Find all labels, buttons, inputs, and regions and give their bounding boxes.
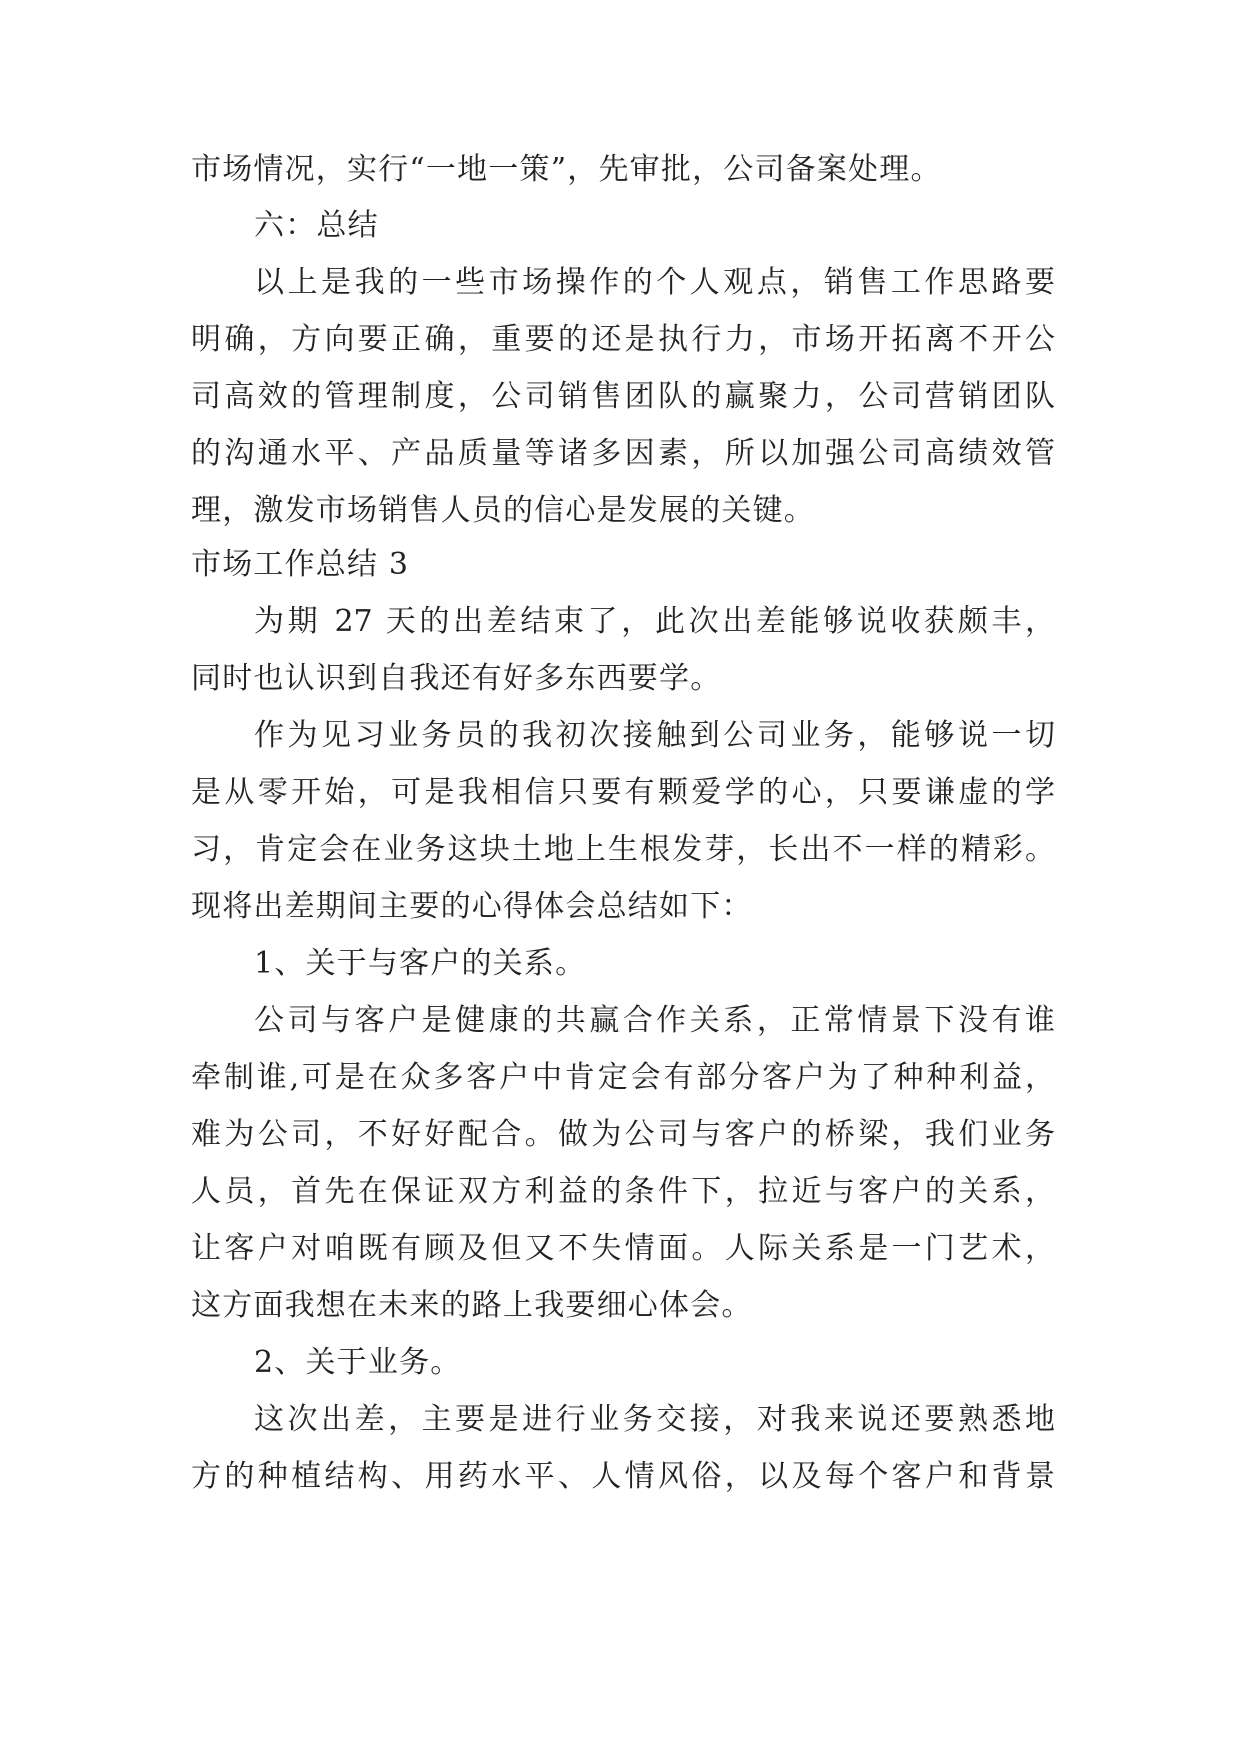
paragraph-line-16: 公司与客户是健康的共赢合作关系，正常情景下没有谁 bbox=[254, 1003, 1055, 1038]
paragraph-line-1: 市场情况，实行“一地一策”，先审批，公司备案处理。 bbox=[191, 152, 942, 187]
paragraph-line-19: 人员，首先在保证双方利益的条件下，拉近与客户的关系， bbox=[191, 1174, 1055, 1209]
paragraph-line-10: 同时也认识到自我还有好多东西要学。 bbox=[191, 661, 722, 696]
paragraph-line-17: 牵制谁,可是在众多客户中肯定会有部分客户为了种种利益， bbox=[191, 1060, 1055, 1095]
section-heading-customer-relations: 1、关于与客户的关系。 bbox=[254, 946, 587, 981]
paragraph-line-4: 明确，方向要正确，重要的还是执行力，市场开拓离不开公 bbox=[191, 322, 1055, 357]
section-heading-summary: 六：总结 bbox=[254, 208, 379, 243]
paragraph-line-11: 作为见习业务员的我初次接触到公司业务，能够说一切 bbox=[254, 718, 1055, 753]
paragraph-line-9: 为期 27 天的出差结束了，此次出差能够说收获颇丰， bbox=[254, 604, 1055, 639]
paragraph-line-12: 是从零开始，可是我相信只要有颗爱学的心，只要谦虚的学 bbox=[191, 775, 1055, 810]
paragraph-line-3: 以上是我的一些市场操作的个人观点，销售工作思路要 bbox=[254, 265, 1055, 300]
paragraph-line-6: 的沟通水平、产品质量等诸多因素，所以加强公司高绩效管 bbox=[191, 436, 1055, 471]
paragraph-line-5: 司高效的管理制度，公司销售团队的赢聚力，公司营销团队 bbox=[191, 379, 1055, 414]
paragraph-line-13: 习，肯定会在业务这块土地上生根发芽，长出不一样的精彩。 bbox=[191, 832, 1055, 867]
section-heading-business: 2、关于业务。 bbox=[254, 1345, 462, 1380]
paragraph-line-7: 理，激发市场销售人员的信心是发展的关键。 bbox=[191, 493, 815, 528]
paragraph-line-23: 这次出差，主要是进行业务交接，对我来说还要熟悉地 bbox=[254, 1402, 1055, 1437]
section-title-market-summary-3: 市场工作总结 3 bbox=[191, 547, 410, 582]
paragraph-line-24: 方的种植结构、用药水平、人情风俗，以及每个客户和背景 bbox=[191, 1459, 1055, 1494]
paragraph-line-21: 这方面我想在未来的路上我要细心体会。 bbox=[191, 1288, 753, 1323]
paragraph-line-20: 让客户对咱既有顾及但又不失情面。人际关系是一门艺术， bbox=[191, 1231, 1055, 1266]
paragraph-line-18: 难为公司，不好好配合。做为公司与客户的桥梁，我们业务 bbox=[191, 1117, 1055, 1152]
paragraph-line-14: 现将出差期间主要的心得体会总结如下： bbox=[191, 889, 753, 924]
